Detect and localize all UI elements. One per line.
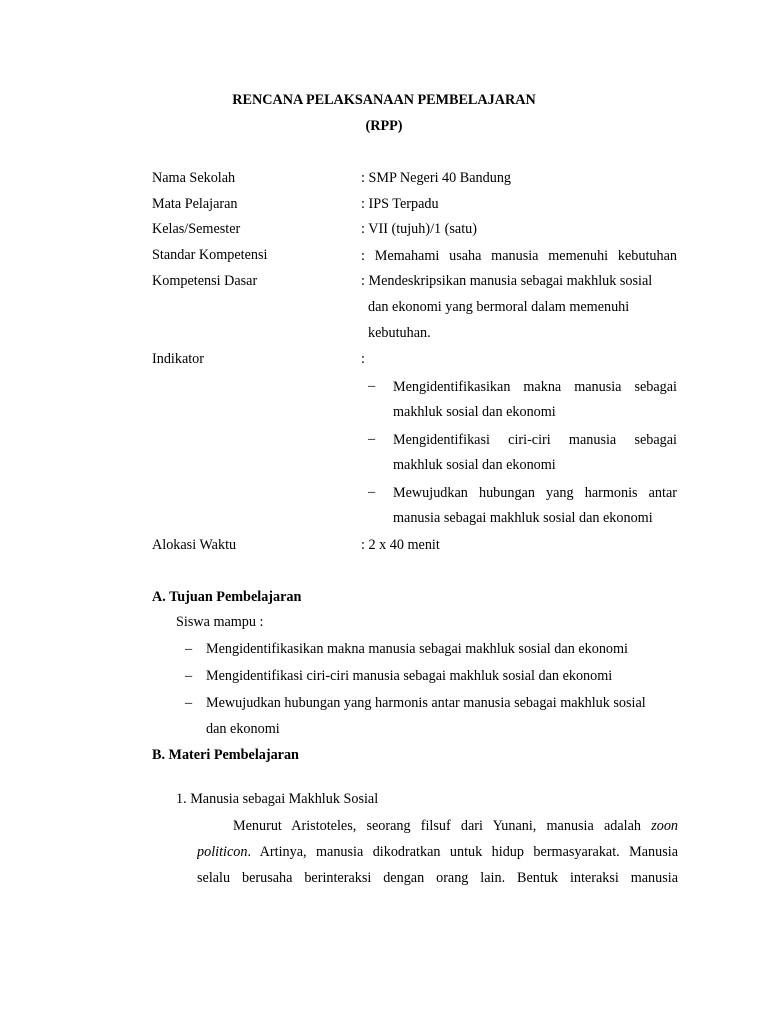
section-a-heading: A. Tujuan Pembelajaran <box>152 589 302 605</box>
objective-item: Mengidentifikasi ciri-ciri manusia sebagai makhluk sosial dan ekonomi <box>206 668 613 684</box>
competency-standard-label: Standar Kompetensi <box>152 247 268 263</box>
time-allocation-value: : 2 x 40 menit <box>361 537 440 553</box>
indicator-item-line1: Mewujudkan hubungan yang harmonis antar <box>393 485 677 501</box>
subject-label: Mata Pelajaran <box>152 196 238 212</box>
paragraph-line: Menurut Aristoteles, seorang filsuf dari Yunani, manusia adalah zoon <box>233 818 678 834</box>
basic-competency-label: Kompetensi Dasar <box>152 273 258 289</box>
basic-competency-value-line2: dan ekonomi yang bermoral dalam memenuhi <box>368 299 630 315</box>
dash-bullet: – <box>368 431 376 447</box>
paragraph-line: politicon. Artinya, manusia dikodratkan untuk hidup bermasyarakat. Manusia <box>197 844 678 860</box>
basic-competency-value-line3: kebutuhan. <box>368 325 431 341</box>
indicator-colon: : <box>361 351 365 367</box>
school-value: : SMP Negeri 40 Bandung <box>361 170 512 186</box>
competency-standard-value: : Memahami usaha manusia memenuhi kebutuhan <box>361 248 677 264</box>
time-allocation-label: Alokasi Waktu <box>152 537 237 553</box>
dash-bullet: – <box>185 641 193 657</box>
basic-competency-value-line1: : Mendeskripsikan manusia sebagai makhluk sosial <box>361 273 653 289</box>
indicator-item-line2: makhluk sosial dan ekonomi <box>393 457 556 473</box>
section-a-intro: Siswa mampu : <box>176 614 264 630</box>
subsection-heading: 1. Manusia sebagai Makhluk Sosial <box>176 791 379 807</box>
indicator-item-line1: Mengidentifikasikan makna manusia sebagai <box>393 379 677 395</box>
indicator-item-line2: makhluk sosial dan ekonomi <box>393 404 556 420</box>
dash-bullet: – <box>185 695 193 711</box>
document-title: RENCANA PELAKSANAAN PEMBELAJARAN <box>232 92 536 108</box>
indicator-item-line2: manusia sebagai makhluk sosial dan ekonomi <box>393 510 653 526</box>
dash-bullet: – <box>368 378 376 394</box>
subject-value: : IPS Terpadu <box>361 196 439 212</box>
school-label: Nama Sekolah <box>152 170 236 186</box>
indicator-label: Indikator <box>152 351 205 367</box>
indicator-item-line1: Mengidentifikasi ciri-ciri manusia sebagai <box>393 432 677 448</box>
section-b-heading: B. Materi Pembelajaran <box>152 747 299 763</box>
document-subtitle: (RPP) <box>365 118 403 134</box>
class-semester-value: : VII (tujuh)/1 (satu) <box>361 221 477 237</box>
objective-item-continuation: dan ekonomi <box>206 721 280 737</box>
class-semester-label: Kelas/Semester <box>152 221 241 237</box>
dash-bullet: – <box>185 668 193 684</box>
dash-bullet: – <box>368 484 376 500</box>
paragraph-line: selalu berusaha berinteraksi dengan orang lain. Bentuk interaksi manusia <box>197 870 678 886</box>
objective-item: Mengidentifikasikan makna manusia sebagai makhluk sosial dan ekonomi <box>206 641 628 657</box>
objective-item: Mewujudkan hubungan yang harmonis antar manusia sebagai makhluk sosial <box>206 695 646 711</box>
